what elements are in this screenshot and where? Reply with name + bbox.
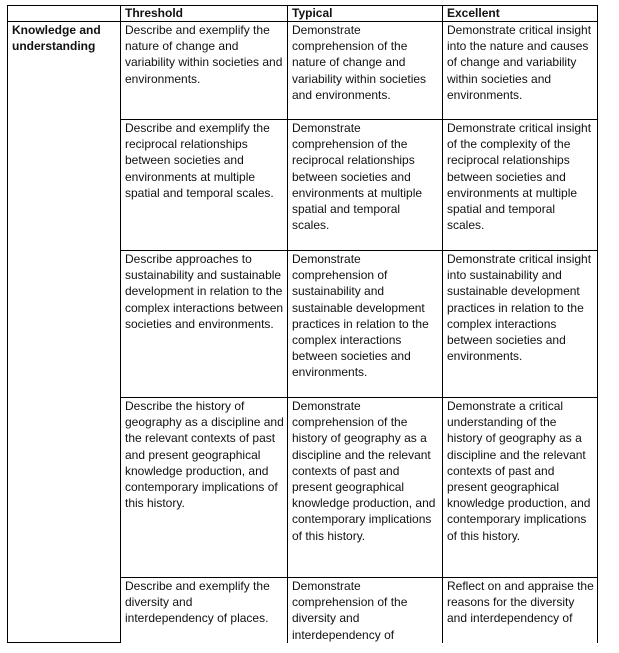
- cell-excellent: Demonstrate a critical understanding of the history of geography as a discipline and the relevant contexts of past and present geographical knowledge production, and contemporary implications of this history.: [443, 398, 598, 578]
- cell-excellent: Reflect on and appraise the reasons for the diversity and interdependency of: [443, 578, 598, 643]
- cell-typical: Demonstrate comprehension of the diversity and interdependency of: [288, 578, 443, 643]
- cell-typical: Demonstrate comprehension of the reciprocal relationships between societies and environments at multiple spatial and temporal scales.: [288, 120, 443, 251]
- cell-excellent: Demonstrate critical insight of the complexity of the reciprocal relationships between societies and environments at multiple spatial and temporal scales.: [443, 120, 598, 251]
- header-corner-cell: [8, 6, 121, 22]
- criterion-label: Knowledge and understanding: [8, 22, 121, 643]
- header-typical: Typical: [288, 6, 443, 22]
- cell-threshold: Describe and exemplify the nature of change and variability within societies and environments.: [121, 22, 288, 120]
- cell-typical: Demonstrate comprehension of the history of geography as a discipline and the relevant contexts of past and present geographical knowledge production, and contemporary implications of this history.: [288, 398, 443, 578]
- cell-excellent: Demonstrate critical insight into the nature and causes of change and variability within societies and environments.: [443, 22, 598, 120]
- header-excellent: Excellent: [443, 6, 598, 22]
- cell-excellent: Demonstrate critical insight into sustainability and sustainable development practices in relation to the complex interactions between societies and environments.: [443, 251, 598, 398]
- header-threshold: Threshold: [121, 6, 288, 22]
- cell-typical: Demonstrate comprehension of the nature of change and variability within societies and environments.: [288, 22, 443, 120]
- cell-threshold: Describe approaches to sustainability and sustainable development in relation to the complex interactions between societies and environments.: [121, 251, 288, 398]
- cell-threshold: Describe and exemplify the reciprocal relationships between societies and environments at multiple spatial and temporal scales.: [121, 120, 288, 251]
- table-row: [8, 22, 598, 120]
- header-row: [8, 6, 598, 22]
- cell-typical: Demonstrate comprehension of sustainability and sustainable development practices in relation to the complex interactions between societies and environments.: [288, 251, 443, 398]
- cell-threshold: Describe the history of geography as a discipline and the relevant contexts of past and present geographical knowledge production, and contemporary implications of this history.: [121, 398, 288, 578]
- rubric-table: [7, 5, 598, 643]
- cell-threshold: Describe and exemplify the diversity and interdependency of places.: [121, 578, 288, 643]
